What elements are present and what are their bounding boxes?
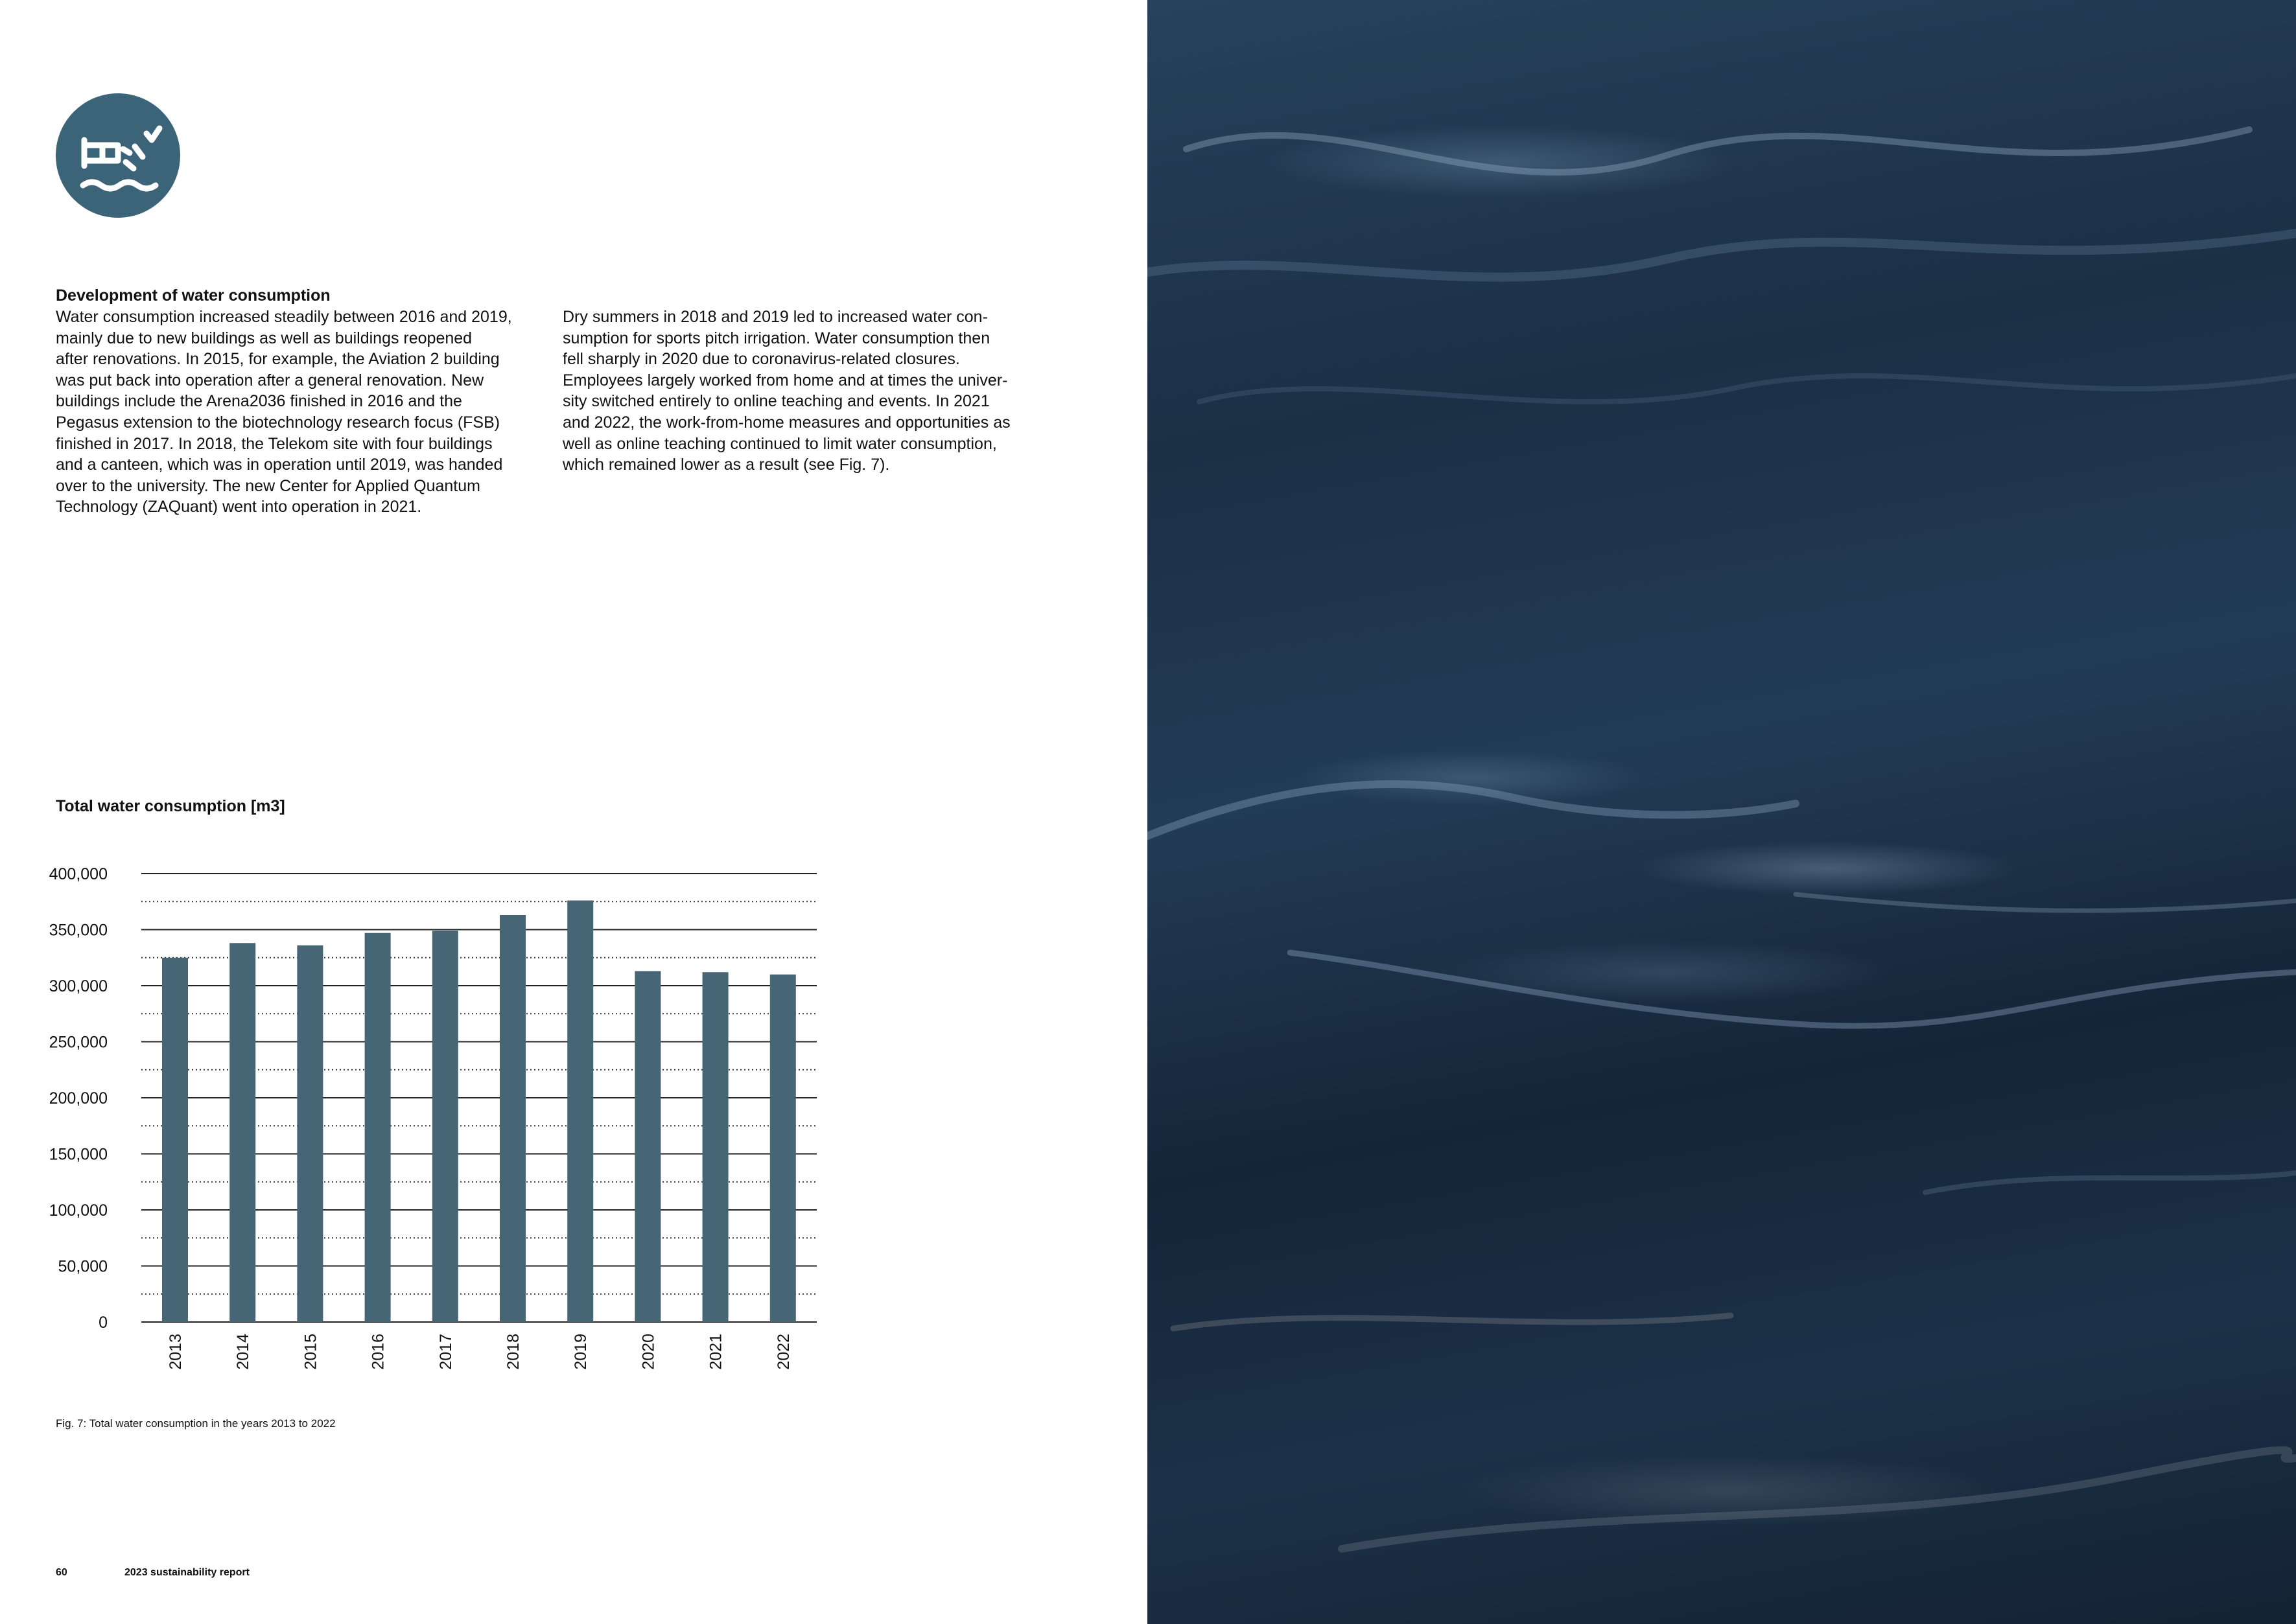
x-tick-label: 2021	[707, 1334, 725, 1370]
y-tick-label: 0	[99, 1314, 108, 1332]
body-text-column-1: Water consumption increased steadily between 2016 and 2019, mainly due to new buildings as well as buildings reopened after renovations. In 2015, for example, the Aviation 2 building was put back into operation after a general renovation. New buildings include the Arena2036 finished in 2016 and the Pegasus extension to the biotechnology research focus (FSB) finished in 2017. In 2018, the Telekom site with four buildings and a canteen, which was in operation until 2019, was handed over to the university. The new Center for Applied Quantum Technology (ZAQuant) went into operation in 2021.	[56, 308, 512, 516]
water-surface-pattern	[1147, 0, 2296, 1624]
y-tick-label: 150,000	[49, 1145, 108, 1164]
left-page	[0, 0, 1147, 1624]
figure-caption: Fig. 7: Total water consumption in the years 2013 to 2022	[56, 1417, 336, 1430]
bar-2019	[567, 901, 593, 1322]
chart-title: Total water consumption [m3]	[56, 797, 285, 815]
x-tick-label: 2017	[436, 1334, 455, 1370]
x-tick-label: 2014	[234, 1334, 253, 1370]
bar-2013	[162, 958, 188, 1322]
water-tap-icon-glyph	[56, 93, 180, 218]
section-title: Development of water consumption	[56, 286, 331, 305]
bar-2017	[432, 931, 458, 1322]
x-tick-label: 2022	[774, 1334, 793, 1370]
x-tick-label: 2016	[369, 1334, 388, 1370]
body-text-column-2: Dry summers in 2018 and 2019 led to increased water con- sumption for sports pitch irrigation. Water consumption then fell sharply in 2020 due to coronavirus-related closures. Employees largely worked from home and at times the univer- sity switched entirely to online teaching and events. In 2021 and 2022, the work-from-home measures and opportunities as well as online teaching continued to limit water consumption, which remained lower as a result (see Fig. 7).	[563, 308, 1011, 474]
y-tick-label: 350,000	[49, 921, 108, 940]
x-tick-label: 2019	[572, 1334, 591, 1370]
y-tick-label: 250,000	[49, 1033, 108, 1052]
y-tick-label: 100,000	[49, 1201, 108, 1220]
y-tick-label: 400,000	[49, 865, 108, 883]
y-tick-label: 200,000	[49, 1089, 108, 1108]
bar-2016	[365, 933, 391, 1322]
report-title: 2023 sustainability report	[124, 1567, 250, 1578]
bar-2018	[500, 915, 526, 1322]
bar-chart-svg	[26, 849, 869, 1400]
bar-2022	[770, 975, 796, 1322]
x-tick-label: 2015	[301, 1334, 320, 1370]
bar-2021	[703, 972, 729, 1322]
y-tick-label: 300,000	[49, 977, 108, 995]
y-tick-label: 50,000	[58, 1257, 108, 1276]
x-tick-label: 2020	[639, 1334, 658, 1370]
bar-2014	[229, 943, 255, 1322]
bar-2020	[635, 971, 661, 1322]
bar-2015	[297, 945, 323, 1322]
bar-chart	[26, 849, 869, 1403]
x-tick-label: 2013	[167, 1334, 185, 1370]
x-tick-label: 2018	[504, 1334, 522, 1370]
water-tap-icon	[56, 93, 180, 218]
page-number: 60	[56, 1567, 67, 1578]
water-photo	[1147, 0, 2296, 1624]
